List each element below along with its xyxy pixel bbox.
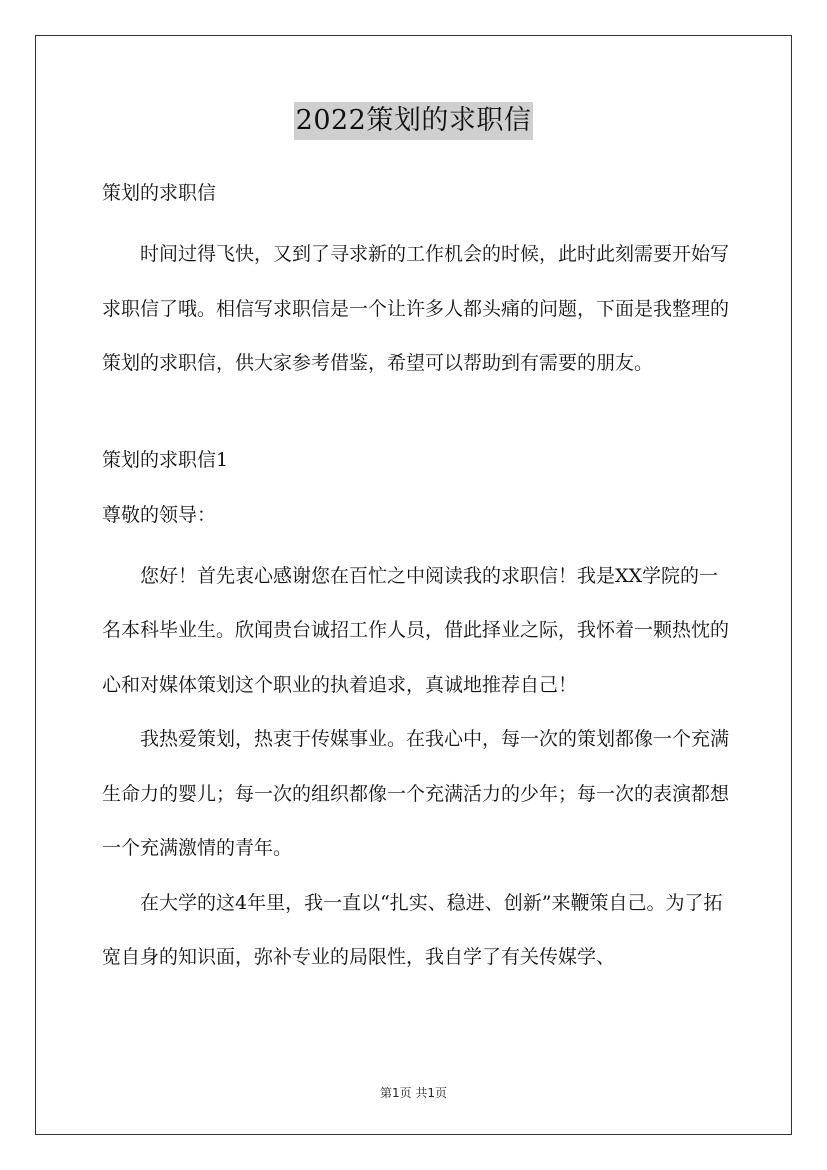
body-paragraph-2: 我热爱策划，热衷于传媒事业。在我心中，每一次的策划都像一个充满生命力的婴儿；每一次的组织都像一个充满活力的少年；每一次的表演都想一个充满激情的青年。 xyxy=(102,728,730,859)
intro-paragraph: 时间过得飞快，又到了寻求新的工作机会的时候，此时此刻需要开始写求职信了哦。相信写求职信是一个让许多人都头痛的问题，下面是我整理的策划的求职信，供大家参考借鉴，希望可以帮助到有需要的朋友。 xyxy=(102,243,730,374)
greeting: 尊敬的领导： xyxy=(102,503,217,526)
body-paragraph-3: 在大学的这4年里，我一直以“扎实、稳进、创新”来鞭策自己。为了拓宽自身的知识面，弥补专业的局限性，我自学了有关传媒学、 xyxy=(102,891,723,968)
page-footer: 第1页 共1页 xyxy=(379,1086,448,1100)
section-spacer xyxy=(102,391,732,441)
document-title: 2022策划的求职信 xyxy=(294,102,534,140)
section-heading: 策划的求职信1 xyxy=(102,448,229,471)
body-paragraph-1: 您好！首先衷心感谢您在百忙之中阅读我的求职信！我是XX学院的一名本科毕业生。欣闻贵台诚招工作人员，借此择业之际，我怀着一颗热忱的心和对媒体策划这个职业的执着追求，真诚地推荐自己！ xyxy=(102,564,730,696)
subtitle: 策划的求职信 xyxy=(102,182,217,204)
document-body xyxy=(102,174,732,985)
title-wrap xyxy=(0,102,827,140)
